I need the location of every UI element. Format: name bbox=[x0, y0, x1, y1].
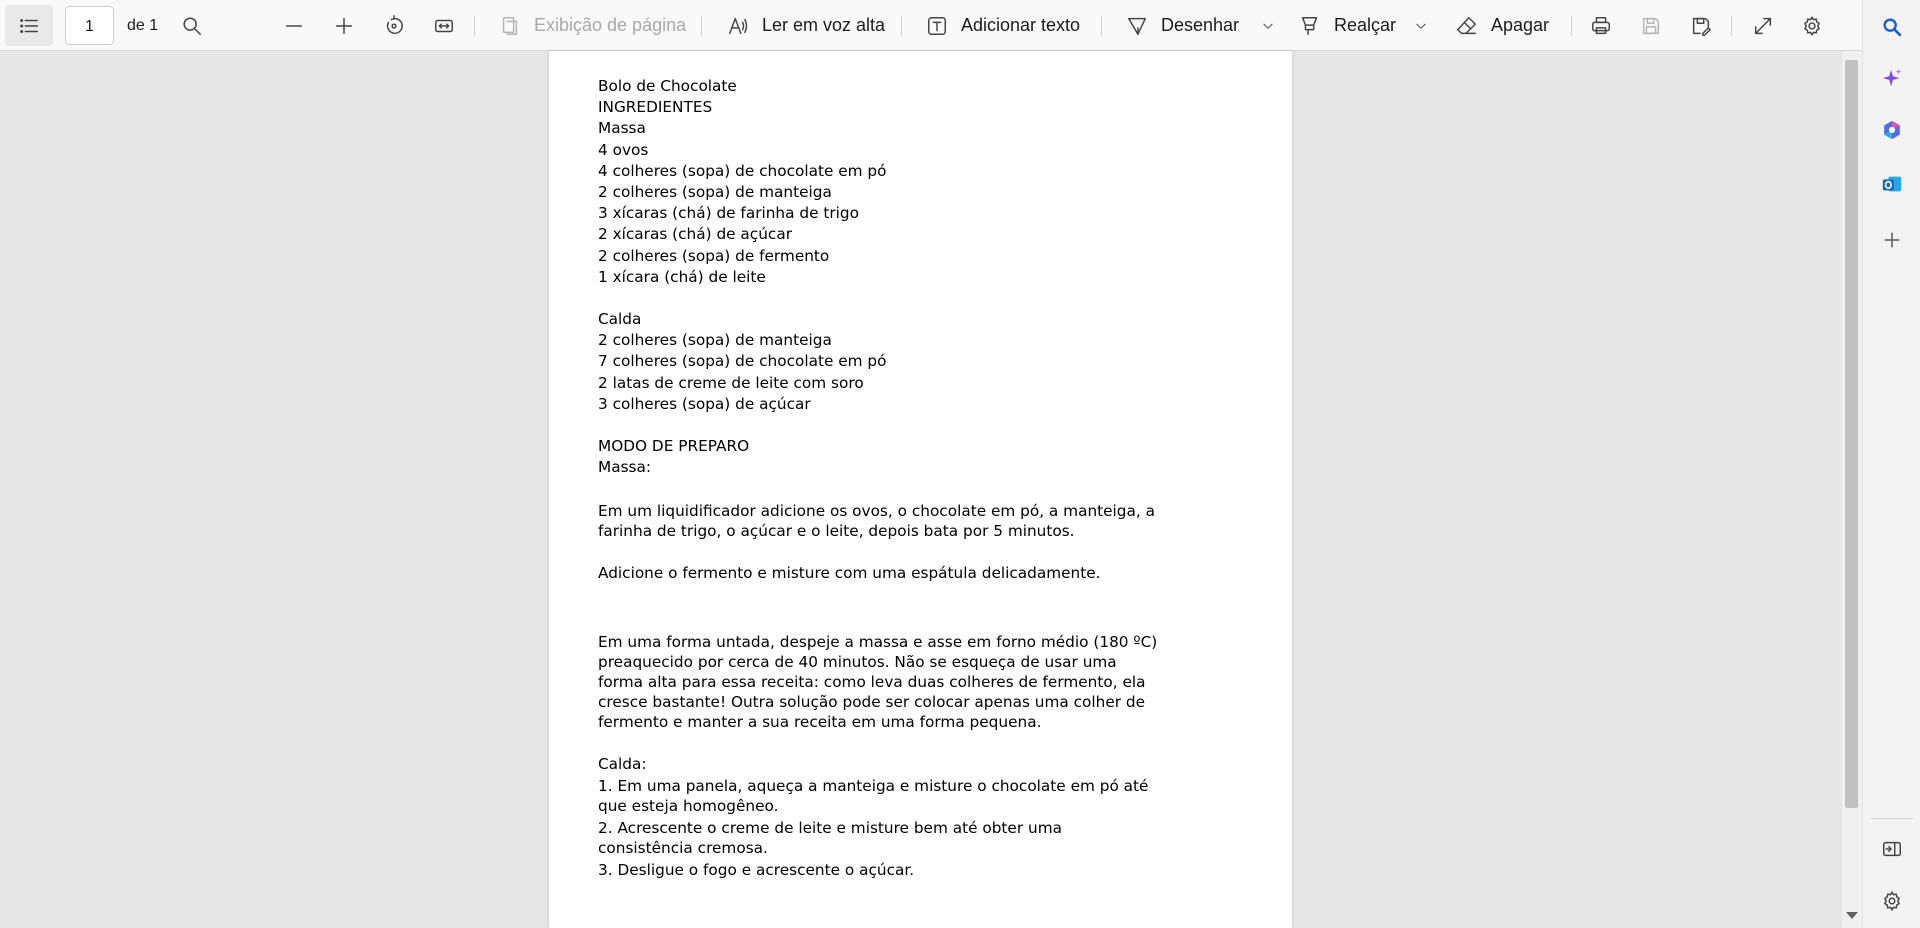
ingredient-item: 4 ovos bbox=[598, 140, 649, 159]
method-paragraph: Em um liquidificador adicione os ovos, o chocolate em pó, a manteiga, a farinha de trigo, o açúcar e o leite, depois bata por 5 minutos. bbox=[598, 501, 1155, 540]
ingredient-item: 2 colheres (sopa) de manteiga bbox=[598, 331, 832, 350]
draw-label: Desenhar bbox=[1161, 15, 1240, 35]
recipe-title: Bolo de Chocolate bbox=[598, 77, 737, 95]
expand-icon bbox=[1751, 14, 1775, 38]
method-calda-heading: Calda: bbox=[598, 754, 647, 773]
side-search-button[interactable] bbox=[1880, 17, 1904, 41]
plus-icon bbox=[1881, 229, 1903, 255]
spacer bbox=[598, 583, 1158, 632]
toolbar-divider bbox=[701, 16, 702, 36]
outlook-icon bbox=[1881, 173, 1903, 199]
calda-step: 2. Acrescente o creme de leite e misture bem até obter uma consistência cremosa. bbox=[598, 818, 1062, 857]
fit-width-icon bbox=[432, 14, 456, 38]
document-text bbox=[598, 76, 1158, 880]
m365-button[interactable] bbox=[1880, 120, 1904, 144]
ingredient-item: 1 xícara (chá) de leite bbox=[598, 267, 766, 286]
read-aloud-label: Ler em voz alta bbox=[762, 15, 886, 35]
read-aloud-button[interactable] bbox=[726, 0, 885, 51]
save-as-button[interactable] bbox=[1689, 0, 1713, 51]
pdf-toolbar bbox=[0, 0, 1862, 51]
blank-line bbox=[598, 415, 1158, 436]
search-icon bbox=[180, 14, 204, 38]
print-icon bbox=[1589, 14, 1613, 38]
chevron-down-icon bbox=[1256, 14, 1280, 38]
calda-heading: Calda bbox=[598, 310, 642, 329]
rotate-icon bbox=[382, 14, 406, 38]
outlook-button[interactable] bbox=[1880, 174, 1904, 198]
save-icon bbox=[1639, 14, 1663, 38]
ingredients-heading: INGREDIENTES bbox=[598, 98, 713, 117]
ingredient-item: 4 colheres (sopa) de chocolate em pó bbox=[598, 161, 887, 180]
massa-heading: Massa bbox=[598, 119, 646, 138]
plus-icon bbox=[332, 14, 356, 38]
side-panel-divider bbox=[1871, 818, 1913, 819]
table-of-contents-button[interactable] bbox=[5, 5, 53, 46]
draw-options-dropdown[interactable] bbox=[1256, 0, 1280, 51]
page-view-button[interactable] bbox=[498, 0, 686, 51]
print-button[interactable] bbox=[1589, 0, 1613, 51]
spacer bbox=[598, 732, 1158, 754]
toolbar-divider bbox=[1101, 16, 1102, 36]
minus-icon bbox=[282, 14, 306, 38]
scrollbar-thumb[interactable] bbox=[1845, 60, 1858, 808]
spacer bbox=[598, 541, 1158, 563]
erase-button[interactable] bbox=[1455, 0, 1549, 51]
page-number-input[interactable]: 1 bbox=[65, 6, 114, 45]
toolbar-divider bbox=[1571, 16, 1572, 36]
pdf-page bbox=[549, 51, 1292, 928]
eraser-icon bbox=[1455, 14, 1479, 38]
ingredient-item: 2 colheres (sopa) de fermento bbox=[598, 246, 830, 265]
add-app-button[interactable] bbox=[1880, 230, 1904, 254]
list-icon bbox=[17, 14, 41, 38]
search-icon bbox=[1881, 16, 1903, 42]
toolbar-divider bbox=[1731, 16, 1732, 36]
scroll-down-arrow[interactable] bbox=[1846, 912, 1858, 919]
sidebar-settings-button[interactable] bbox=[1880, 891, 1904, 915]
add-text-label: Adicionar texto bbox=[961, 15, 1081, 35]
erase-label: Apagar bbox=[1491, 15, 1550, 35]
toolbar-divider bbox=[901, 16, 902, 36]
highlight-label: Realçar bbox=[1334, 15, 1397, 35]
gear-icon bbox=[1800, 14, 1824, 38]
full-screen-button[interactable] bbox=[1751, 0, 1775, 51]
page-view-icon bbox=[498, 14, 522, 38]
calda-step: 1. Em uma panela, aqueça a manteiga e misture o chocolate em pó até que esteja homogêneo. bbox=[598, 776, 1149, 815]
method-massa-heading: Massa: bbox=[598, 458, 652, 477]
ingredient-item: 3 xícaras (chá) de farinha de trigo bbox=[598, 204, 859, 223]
ingredient-item: 2 latas de creme de leite com soro bbox=[598, 373, 864, 392]
ingredient-item: 2 xícaras (chá) de açúcar bbox=[598, 225, 792, 244]
save-as-icon bbox=[1689, 14, 1713, 38]
highlight-button[interactable] bbox=[1298, 0, 1396, 51]
method-paragraph: Em uma forma untada, despeje a massa e asse em forno médio (180 ºC) preaquecido por cerca de 40 minutos. Não se esqueça de usar uma forma alta para essa receita: como leva duas colheres de fermento, ela cresce bastante! Outra solução pode ser colocar apenas uma colher de fermento e manter a sua receita em uma forma pequena. bbox=[598, 632, 1158, 731]
zoom-out-button[interactable] bbox=[282, 0, 306, 51]
settings-button[interactable] bbox=[1800, 0, 1824, 51]
find-button[interactable] bbox=[180, 0, 204, 51]
draw-icon bbox=[1125, 14, 1149, 38]
fit-to-width-button[interactable] bbox=[432, 0, 456, 51]
highlight-options-dropdown[interactable] bbox=[1409, 0, 1433, 51]
blank-line bbox=[598, 288, 1158, 309]
chevron-down-icon bbox=[1409, 14, 1433, 38]
ingredient-item: 2 colheres (sopa) de manteiga bbox=[598, 182, 832, 201]
copilot-button[interactable] bbox=[1880, 69, 1904, 93]
rotate-button[interactable] bbox=[382, 0, 406, 51]
toolbar-divider bbox=[474, 16, 475, 36]
read-aloud-icon bbox=[726, 14, 750, 38]
page-view-label: Exibição de página bbox=[534, 15, 687, 35]
sidebar-toggle-icon bbox=[1881, 838, 1903, 864]
hide-sidebar-button[interactable] bbox=[1880, 839, 1904, 863]
browser-side-panel bbox=[1862, 0, 1920, 928]
ingredient-item: 3 colheres (sopa) de açúcar bbox=[598, 394, 811, 413]
page-count-label: de 1 bbox=[127, 17, 159, 34]
zoom-in-button[interactable] bbox=[332, 0, 356, 51]
ingredient-item: 7 colheres (sopa) de chocolate em pó bbox=[598, 352, 887, 371]
highlighter-icon bbox=[1298, 14, 1322, 38]
text-box-icon bbox=[925, 14, 949, 38]
save-button[interactable] bbox=[1639, 0, 1663, 51]
m365-icon bbox=[1881, 119, 1903, 145]
method-paragraph: Adicione o fermento e misture com uma espátula delicadamente. bbox=[598, 563, 1101, 582]
calda-step: 3. Desligue o fogo e acrescente o açúcar. bbox=[598, 860, 915, 879]
gear-icon bbox=[1881, 890, 1903, 916]
method-heading: MODO DE PREPARO bbox=[598, 437, 750, 456]
spacer bbox=[598, 479, 1158, 501]
add-text-button[interactable] bbox=[925, 0, 1080, 51]
draw-button[interactable] bbox=[1125, 0, 1239, 51]
copilot-sparkle-icon bbox=[1881, 68, 1903, 94]
